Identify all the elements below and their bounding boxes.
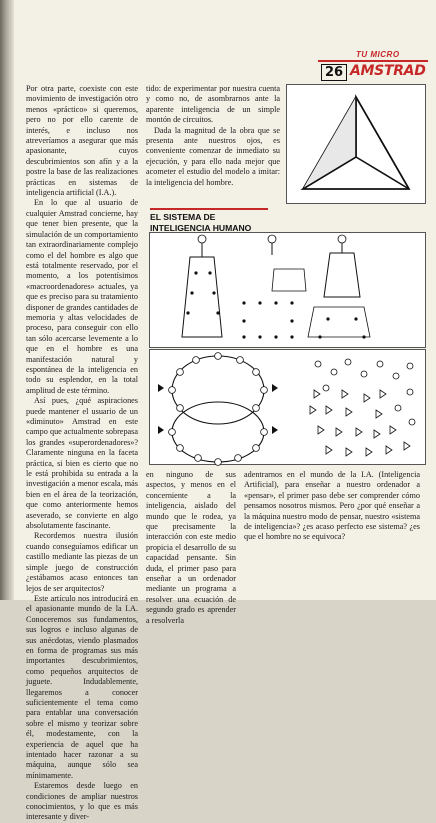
triangle-illusion-figure xyxy=(286,84,426,204)
paragraph: tido: de experimentar por nuestra cuenta y como no, de asombrarnos ante la aparente inteligencia de un simple montón de circuitos. xyxy=(146,84,280,125)
brand-title: AMSTRAD xyxy=(350,63,426,79)
header-rule xyxy=(318,60,428,62)
paragraph: Así pues, ¿qué aspiraciones puede mantener el usuario de un «diminuto» Amstrad en este campo que actualmente sobrepasa los grandes «superordenadores»? Claramente ninguna en la faceta práctica, si bien es cierto que no le está prohibida su entrada a la investigación a menor escala, más bien en el área de la teorización, que como anteriormente hemos aseverado, se convierte en algo absolutamente fascinante. xyxy=(26,396,138,531)
article-column-2 xyxy=(146,84,280,188)
section-rule xyxy=(150,208,268,210)
paragraph: En lo que al usuario de cualquier Amstrad concierne, hay que tener bien presente, que la simulación de un comportamiento tan extraordinariamente complejo como el del hombre es algo que está totalmente reservado, por el momento, a los potentísimos «macroordenadores» actuales, ya que es preciso para su tratamiento disponer de grandes cantidades de memoria y altas velocidades de proceso, para conseguir con ello tan sólo acercarse levemente a lo que en el hombre es una manifestación natural y espontánea de la inteligencia en todo su esplendor, en la total amplitud de este término. xyxy=(26,198,138,395)
ring-patterns-figure xyxy=(149,349,426,465)
trapezoid-dot-figure xyxy=(149,232,426,348)
page-binding-shadow xyxy=(0,0,14,600)
paragraph: Recordemos nuestra ilusión cuando conseguíamos edificar un castillo mediante las piezas de un simple juego de construcción ¿estábamos acaso entonces tan lejos de ser arquitectos? xyxy=(26,531,138,593)
paragraph: Este artículo nos introducirá en el apasionante mundo de la I.A. Conoceremos sus fundamentos, sus logros e incluso algunas de sus anécdotas, viendo plasmados en forma de programas sus más importantes descubrimientos, como pequeños arquitectos de juguete. Indudablemente, llegaremos a conocer suficientemente el tema como para entablar una conversación sobre el mismo y teorizar sobre él, modestamente, con la experiencia de aquel que ha intentado hacer razonar a su máquina, aunque sólo sea mínimamente. xyxy=(26,593,138,780)
paragraph: Por otra parte, coexiste con este movimiento de investigación otro menos «práctico» si queremos, pero no por ello carente de interés, e incluso nos atreveríamos a asegurar que más apasionante, cuyos descubrimientos son afín y a la postre la base de las realizaciones prácticas en sistemas de inteligencia artificial (I.A.). xyxy=(26,84,138,198)
article-column-bottom-2: adentrarnos en el mundo de la I.A. (Inteligencia Artificial), para enseñar a nuestro ordenador a «pensar», el primer paso debe ser comprender cómo pensamos nosotros mismos. Pero ¿por qué enseñar a la máquina nuestro modo de pensar, nuestro «sistema de inteligencia»? ¿es acaso perfecto ese sistema? ¿es que el hombre no se equivoca? xyxy=(244,470,420,542)
page-number: 26 xyxy=(321,64,347,81)
paragraph: Dada la magnitud de la obra que se presenta ante nuestros ojos, es conveniente comenzar de inmediato su ejecución, y para ello nada mejor que acometer el estudio del modelo a imitar: la inteligencia del hombre. xyxy=(146,125,280,187)
article-column-1 xyxy=(26,84,138,823)
paragraph: Estaremos desde luego en condiciones de ampliar nuestros conocimientos, y lo que es más interesante y diver- xyxy=(26,781,138,822)
section-label: TU MICRO xyxy=(356,50,400,59)
section-heading: EL SISTEMA DE INTELIGENCIA HUMANO xyxy=(150,212,252,233)
article-column-bottom-1: en ninguno de sus aspectos, y menos en el concerniente a la inteligencia, aislado del mundo que le rodea, ya que precisamente la interacción con este medio propicia el desarrollo de su capacidad pensante. Sin duda, el primer paso para enseñar a un ordenador mediante un programa a resolver una ecuación de segundo grado es aprender a resolverla xyxy=(146,470,236,625)
